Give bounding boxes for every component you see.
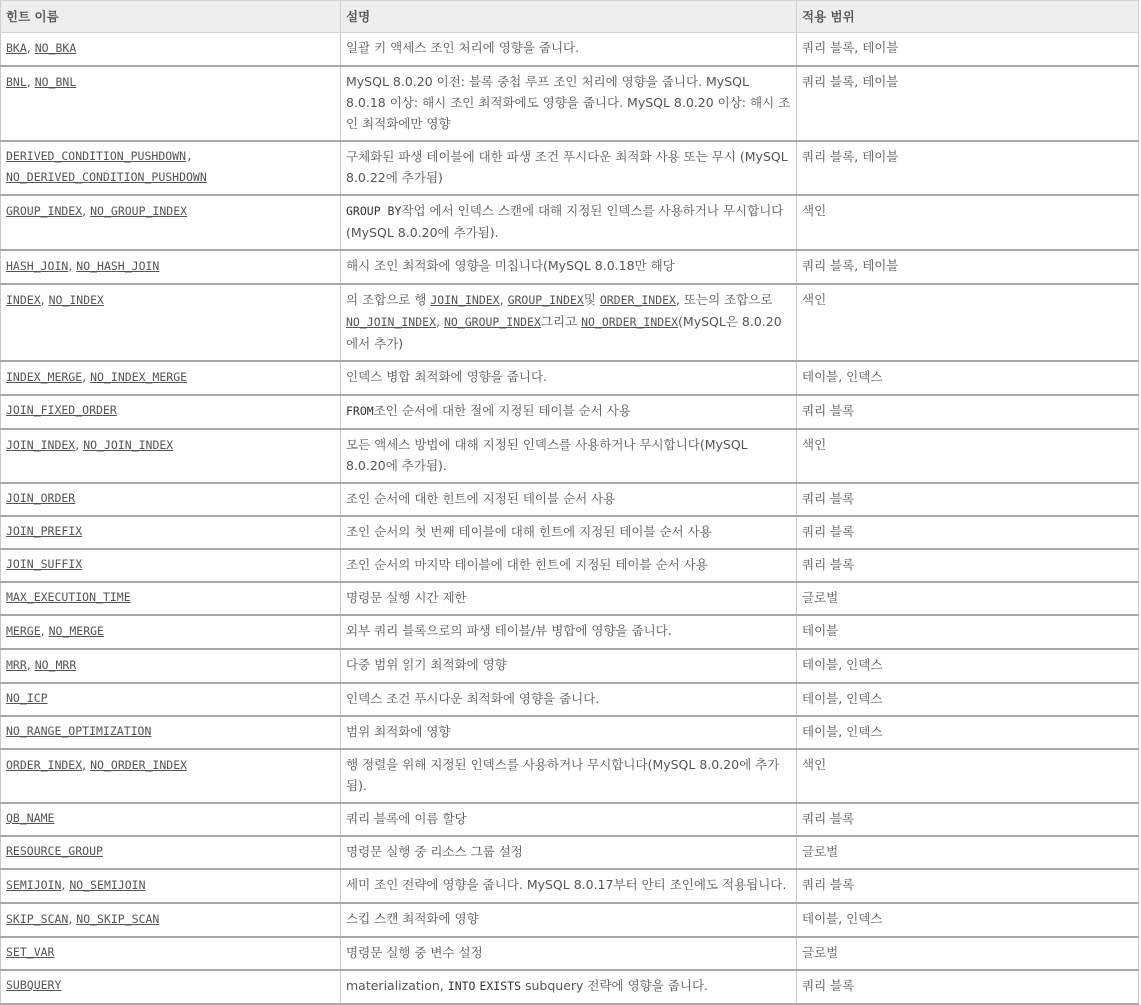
hint-link[interactable]: JOIN_SUFFIX: [6, 557, 83, 571]
hint-description-cell: [341, 395, 797, 429]
hint-link[interactable]: NO_BNL: [34, 75, 77, 89]
hint-scope-cell: 테이블, 인덱스: [797, 649, 1139, 683]
description-text: 작업 에서 인덱스 스캔에 대해 지정된 인덱스를 사용하거나 무시합니다 (MySQL 8.0.20에 추가됨).: [346, 203, 784, 240]
description-text: ,: [499, 292, 508, 307]
hint-scope-cell: 테이블, 인덱스: [797, 361, 1139, 395]
hint-name-cell: SKIP_SCAN, NO_SKIP_SCAN: [1, 903, 341, 937]
hint-name-cell: [1, 937, 341, 970]
description-text: 그리고: [540, 314, 582, 329]
hint-scope-cell: 글로벌: [797, 836, 1139, 869]
hint-link[interactable]: NO_ICP: [6, 691, 48, 705]
hint-link[interactable]: JOIN_INDEX: [6, 438, 76, 452]
description-text: 외부 쿼리 블록으로의 파생 테이블/뷰 병합에 영향을 줍니다.: [346, 623, 672, 638]
hint-description-cell: [341, 284, 797, 361]
hint-description-cell: [341, 836, 797, 869]
hint-name-cell: [1, 716, 341, 749]
table-row: [1, 549, 1139, 582]
description-text: 조인 순서의 마지막 테이블에 대한 힌트에 지정된 테이블 순서 사용: [346, 557, 708, 572]
description-text: 조인 순서의 첫 번째 테이블에 대해 힌트에 지정된 테이블 순서 사용: [346, 524, 712, 539]
hint-scope-cell: 글로벌: [797, 582, 1139, 615]
header-scope: 적용 범위: [797, 1, 1139, 33]
hint-description-cell: [341, 483, 797, 516]
description-text: materialization,: [346, 978, 448, 993]
hint-scope-cell: 색인: [797, 284, 1139, 361]
hint-link[interactable]: NO_INDEX: [48, 293, 104, 307]
hint-link[interactable]: ORDER_INDEX: [599, 293, 676, 307]
description-text: 범위 최적화에 영향: [346, 724, 451, 739]
hint-link[interactable]: JOIN_FIXED_ORDER: [6, 403, 117, 417]
sql-keyword: FROM: [346, 404, 374, 418]
hint-name-cell: [1, 683, 341, 716]
hint-scope-cell: 쿼리 블록: [797, 970, 1139, 1004]
hint-link[interactable]: NO_GROUP_INDEX: [90, 204, 188, 218]
table-row: [1, 141, 1139, 195]
hint-link[interactable]: NO_MERGE: [48, 624, 104, 638]
table-row: [1, 836, 1139, 869]
hint-scope-cell: 쿼리 블록, 테이블: [797, 141, 1139, 195]
hint-name-cell: MRR, NO_MRR: [1, 649, 341, 683]
hint-description-cell: [341, 683, 797, 716]
table-row: [1, 716, 1139, 749]
description-text: ,: [436, 314, 444, 329]
hint-link[interactable]: MAX_EXECUTION_TIME: [6, 590, 131, 604]
table-body: [1, 33, 1139, 1005]
hint-description-cell: [341, 429, 797, 483]
table-row: [1, 615, 1139, 649]
hint-scope-cell: 쿼리 블록, 테이블: [797, 66, 1139, 141]
hint-description-cell: [341, 361, 797, 395]
hint-link[interactable]: SET_VAR: [6, 945, 55, 959]
table-row: [1, 195, 1139, 250]
hint-scope-cell: 글로벌: [797, 937, 1139, 970]
header-description: 설명: [341, 1, 797, 33]
hint-name-cell: INDEX_MERGE, NO_INDEX_MERGE: [1, 361, 341, 395]
hint-scope-cell: 쿼리 블록: [797, 803, 1139, 836]
hint-description-cell: [341, 141, 797, 195]
hint-link[interactable]: NO_ORDER_INDEX: [90, 758, 188, 772]
table-row: [1, 970, 1139, 1004]
hint-link[interactable]: NO_ORDER_INDEX: [581, 315, 679, 329]
table-row: [1, 937, 1139, 970]
description-text: (MySQL은 8.0.20에서 추가): [346, 314, 782, 351]
hint-link[interactable]: NO_INDEX_MERGE: [90, 370, 188, 384]
hint-description-cell: [341, 649, 797, 683]
description-text: 다중 범위 읽기 최적화에 영향: [346, 657, 507, 672]
hint-link[interactable]: QB_NAME: [6, 811, 55, 825]
hint-scope-cell: 쿼리 블록: [797, 869, 1139, 903]
hint-description-cell: [341, 195, 797, 250]
hint-name-cell: BNL, NO_BNL: [1, 66, 341, 141]
hint-link[interactable]: SUBQUERY: [6, 978, 62, 992]
sql-keyword: INTO: [447, 979, 476, 993]
hint-name-cell: [1, 803, 341, 836]
hint-name-cell: [1, 836, 341, 869]
hint-name-cell: ORDER_INDEX, NO_ORDER_INDEX: [1, 749, 341, 803]
hint-link[interactable]: BNL: [6, 75, 27, 89]
description-text: 인덱스 병합 최적화에 영향을 줍니다.: [346, 369, 547, 384]
hint-link[interactable]: NO_DERIVED_CONDITION_PUSHDOWN: [6, 170, 207, 184]
hint-name-cell: DERIVED_CONDITION_PUSHDOWN, NO_DERIVED_CONDITION_PUSHDOWN: [1, 141, 341, 195]
table-row: [1, 395, 1139, 429]
table-row: [1, 361, 1139, 395]
hint-scope-cell: 쿼리 블록, 테이블: [797, 250, 1139, 284]
description-text: 구체화된 파생 테이블에 대한 파생 조건 푸시다운 최적화 사용 또는 무시 (MySQL 8.0.22에 추가됨): [346, 149, 788, 185]
hint-name-cell: HASH_JOIN, NO_HASH_JOIN: [1, 250, 341, 284]
hint-description-cell: [341, 250, 797, 284]
hint-description-cell: [341, 33, 797, 67]
hint-link[interactable]: GROUP_INDEX: [6, 204, 83, 218]
table-row: [1, 33, 1139, 67]
hint-link[interactable]: NO_GROUP_INDEX: [443, 315, 541, 329]
hint-link[interactable]: NO_SKIP_SCAN: [76, 912, 160, 926]
table-row: [1, 869, 1139, 903]
hint-link[interactable]: ORDER_INDEX: [6, 758, 83, 772]
hint-description-cell: [341, 615, 797, 649]
hint-scope-cell: 색인: [797, 749, 1139, 803]
table-row: [1, 803, 1139, 836]
description-text: 조인 순서에 대한 힌트에 지정된 테이블 순서 사용: [346, 491, 616, 506]
hint-name-cell: INDEX, NO_INDEX: [1, 284, 341, 361]
hint-name-cell: BKA, NO_BKA: [1, 33, 341, 67]
hint-description-cell: [341, 582, 797, 615]
description-text: 스킵 스캔 최적화에 영향: [346, 911, 479, 926]
description-text: , 또는의 조합으로: [675, 292, 773, 307]
hint-scope-cell: 색인: [797, 195, 1139, 250]
sql-keyword: EXISTS: [479, 979, 521, 993]
description-text: 행 정렬을 위해 지정된 인덱스를 사용하거나 무시합니다(MySQL 8.0.20에 추가됨).: [346, 757, 780, 793]
hint-name-cell: GROUP_INDEX, NO_GROUP_INDEX: [1, 195, 341, 250]
hint-link[interactable]: JOIN_INDEX: [430, 293, 500, 307]
hint-name-cell: MERGE, NO_MERGE: [1, 615, 341, 649]
hint-description-cell: [341, 903, 797, 937]
hint-scope-cell: 테이블, 인덱스: [797, 903, 1139, 937]
description-text: subquery 전략에 영향을 줍니다.: [521, 978, 708, 993]
hint-scope-cell: 쿼리 블록: [797, 483, 1139, 516]
table-row: [1, 516, 1139, 549]
hint-description-cell: [341, 549, 797, 582]
header-hint-name: 힌트 이름: [1, 1, 341, 33]
hint-link[interactable]: BKA: [6, 41, 27, 55]
description-text: 쿼리 블록에 이름 할당: [346, 811, 467, 826]
hint-link[interactable]: NO_HASH_JOIN: [76, 259, 160, 273]
hint-link[interactable]: GROUP_INDEX: [507, 293, 584, 307]
hint-link[interactable]: NO_JOIN_INDEX: [83, 438, 174, 452]
description-text: 일괄 키 액세스 조인 처리에 영향을 줍니다.: [346, 40, 580, 55]
description-text: 해시 조인 최적화에 영향을 미칩니다(MySQL 8.0.18만 해당: [346, 258, 675, 273]
hint-link[interactable]: DERIVED_CONDITION_PUSHDOWN: [6, 149, 187, 163]
hint-name-cell: JOIN_INDEX, NO_JOIN_INDEX: [1, 429, 341, 483]
hint-link[interactable]: INDEX_MERGE: [6, 370, 83, 384]
hint-scope-cell: 쿼리 블록: [797, 549, 1139, 582]
hint-scope-cell: 쿼리 블록: [797, 395, 1139, 429]
hint-description-cell: [341, 803, 797, 836]
table-row: [1, 582, 1139, 615]
hint-link[interactable]: MRR: [6, 658, 27, 672]
hint-name-cell: SEMIJOIN, NO_SEMIJOIN: [1, 869, 341, 903]
hint-link[interactable]: HASH_JOIN: [6, 259, 69, 273]
table-row: [1, 649, 1139, 683]
hint-scope-cell: 테이블, 인덱스: [797, 683, 1139, 716]
hint-link[interactable]: NO_RANGE_OPTIMIZATION: [6, 724, 152, 738]
hint-description-cell: [341, 937, 797, 970]
description-text: 모든 액세스 방법에 대해 지정된 인덱스를 사용하거나 무시합니다(MySQL 8.0.20에 추가됨).: [346, 437, 748, 473]
hint-name-cell: [1, 516, 341, 549]
hint-scope-cell: 테이블: [797, 615, 1139, 649]
table-row: [1, 429, 1139, 483]
table-row: [1, 250, 1139, 284]
hint-description-cell: [341, 716, 797, 749]
hint-description-cell: [341, 970, 797, 1004]
table-row: [1, 66, 1139, 141]
hint-link[interactable]: MERGE: [6, 624, 41, 638]
description-text: 및: [583, 292, 600, 307]
hint-scope-cell: 쿼리 블록: [797, 516, 1139, 549]
hint-name-cell: [1, 582, 341, 615]
table-row: [1, 483, 1139, 516]
description-text: 의 조합으로 행: [346, 292, 431, 307]
hint-link[interactable]: RESOURCE_GROUP: [6, 844, 103, 858]
hint-description-cell: [341, 749, 797, 803]
hint-scope-cell: 쿼리 블록, 테이블: [797, 33, 1139, 67]
hint-name-cell: [1, 970, 341, 1004]
description-text: 명령문 실행 중 변수 설정: [346, 945, 483, 960]
table-header: [1, 1, 1139, 33]
hint-link[interactable]: NO_BKA: [34, 41, 77, 55]
hint-link[interactable]: NO_JOIN_INDEX: [346, 315, 437, 329]
description-text: 명령문 실행 시간 제한: [346, 590, 467, 605]
hint-name-cell: [1, 483, 341, 516]
hint-description-cell: [341, 66, 797, 141]
table-row: [1, 683, 1139, 716]
hint-scope-cell: 색인: [797, 429, 1139, 483]
table-row: [1, 749, 1139, 803]
table-row: [1, 284, 1139, 361]
hint-name-cell: [1, 395, 341, 429]
hint-link[interactable]: SKIP_SCAN: [6, 912, 69, 926]
description-text: MySQL 8.0.20 이전: 블록 중첩 루프 조인 처리에 영향을 줍니다. MySQL 8.0.18 이상: 해시 조인 최적화에도 영향을 줍니다. MySQL 8.0.20 이상: 해시 조인 최적화에만 영향: [346, 74, 791, 131]
table-row: [1, 903, 1139, 937]
sql-keyword: GROUP BY: [346, 204, 402, 218]
hint-link[interactable]: JOIN_ORDER: [6, 491, 76, 505]
hint-link[interactable]: NO_SEMIJOIN: [69, 878, 146, 892]
description-text: 명령문 실행 중 리소스 그룹 설정: [346, 844, 523, 859]
hint-description-cell: [341, 516, 797, 549]
hint-link[interactable]: JOIN_PREFIX: [6, 524, 83, 538]
description-text: 인덱스 조건 푸시다운 최적화에 영향을 줍니다.: [346, 691, 600, 706]
hint-name-cell: [1, 549, 341, 582]
hint-scope-cell: 테이블, 인덱스: [797, 716, 1139, 749]
hint-link[interactable]: NO_MRR: [34, 658, 77, 672]
hint-link[interactable]: INDEX: [6, 293, 41, 307]
hint-link[interactable]: SEMIJOIN: [6, 878, 62, 892]
header-row: [1, 1, 1139, 33]
description-text: 조인 순서에 대한 절에 지정된 테이블 순서 사용: [373, 403, 631, 418]
description-text: 세미 조인 전략에 영향을 줍니다. MySQL 8.0.17부터 안티 조인에도 적용됩니다.: [346, 877, 787, 892]
hint-description-cell: [341, 869, 797, 903]
